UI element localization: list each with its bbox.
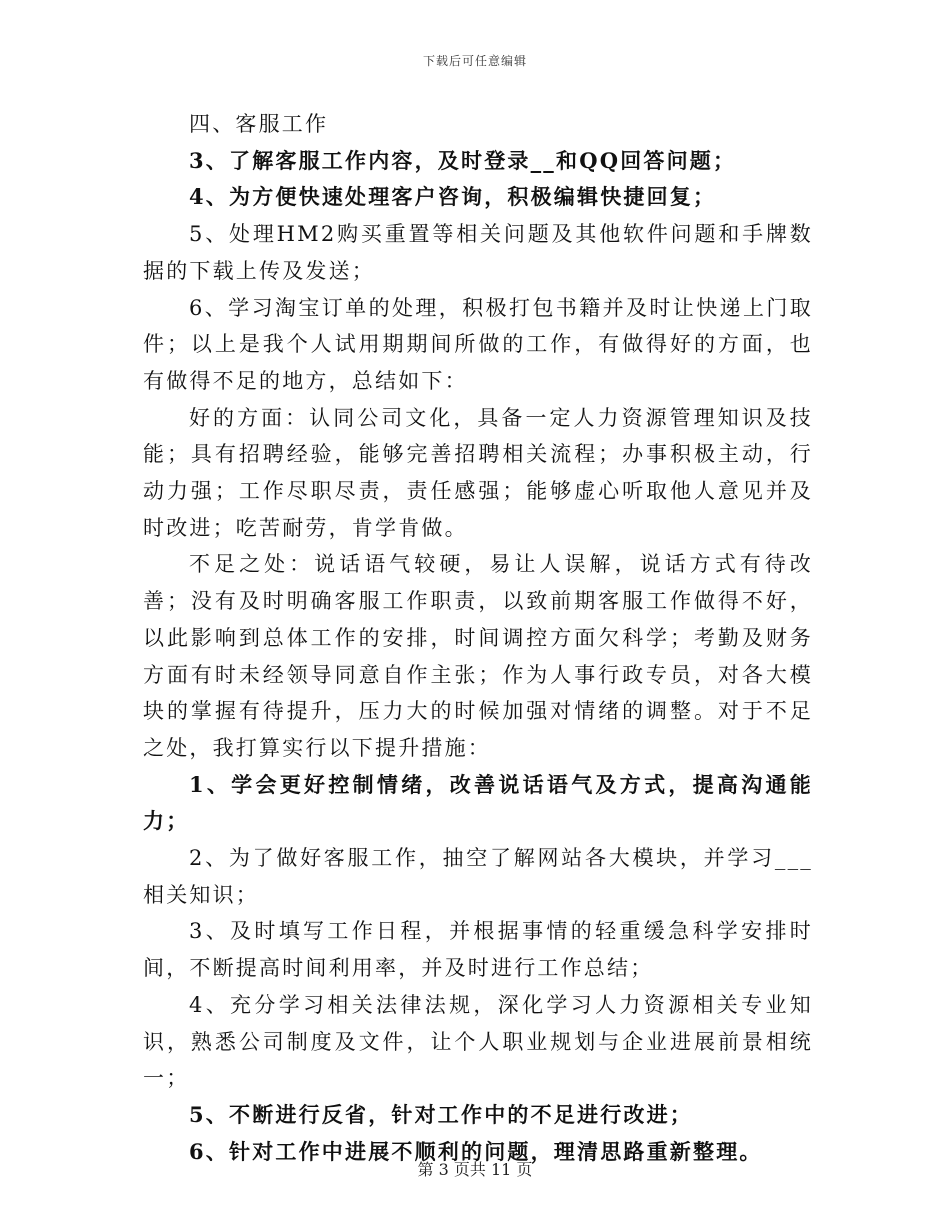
measure-item-2: 2、为了做好客服工作，抽空了解网站各大模块，并学习___相关知识；	[143, 846, 813, 907]
measure-item-4: 4、充分学习相关法律法规，深化学习人力资源相关专业知识，熟悉公司制度及文件，让个人职业规划与企业进展前景相统一；	[143, 992, 813, 1091]
measure-item-1: 1、学会更好控制情绪，改善说话语气及方式，提高沟通能力；	[143, 771, 813, 834]
paragraph-item-4: 4、为方便快速处理客户咨询，积极编辑快捷回复；	[189, 184, 717, 210]
paragraph-strengths: 好的方面：认同公司文化，具备一定人力资源管理知识及技能；具有招聘经验，能够完善招聘相关流程；办事积极主动，行动力强；工作尽职尽责，责任感强；能够虚心听取他人意见并及时改进；吃苦耐劳，肯学肯做。	[143, 405, 813, 540]
section-heading-customer-service: 四、客服工作	[189, 112, 329, 136]
measure-item-3: 3、及时填写工作日程，并根据事情的轻重缓急科学安排时间，不断提高时间利用率，并及时进行工作总结；	[143, 919, 813, 981]
page-footer: 第 3 页共 11 页	[417, 1160, 533, 1179]
paragraph-item-6: 6、学习淘宝订单的处理，积极打包书籍并及时让快递上门取件；以上是我个人试用期期间所做的工作，有做得好的方面，也有做得不足的地方，总结如下：	[143, 295, 813, 393]
paragraph-weaknesses: 不足之处：说话语气较硬，易让人误解，说话方式有待改善；没有及时明确客服工作职责，以致前期客服工作做得不好，以此影响到总体工作的安排，时间调控方面欠科学；考勤及财务方面有时未经领导同意自作主张；作为人事行政专员，对各大模块的掌握有待提升，压力大的时候加强对情绪的调整。对于不足之处，我打算实行以下提升措施：	[143, 552, 813, 760]
document-body	[143, 106, 813, 1170]
paragraph-item-3: 3、了解客服工作内容，及时登录__和QQ回答问题；	[189, 147, 737, 173]
measure-item-5: 5、不断进行反省，针对工作中的不足进行改进；	[189, 1101, 694, 1127]
page-header: 下载后可任意编辑	[422, 54, 527, 68]
measure-item-6: 6、针对工作中进展不顺利的问题，理清思路重新整理。	[189, 1138, 763, 1164]
paragraph-item-5: 5、处理HM2购买重置等相关问题及其他软件问题和手牌数据的下载上传及发送；	[143, 222, 813, 283]
